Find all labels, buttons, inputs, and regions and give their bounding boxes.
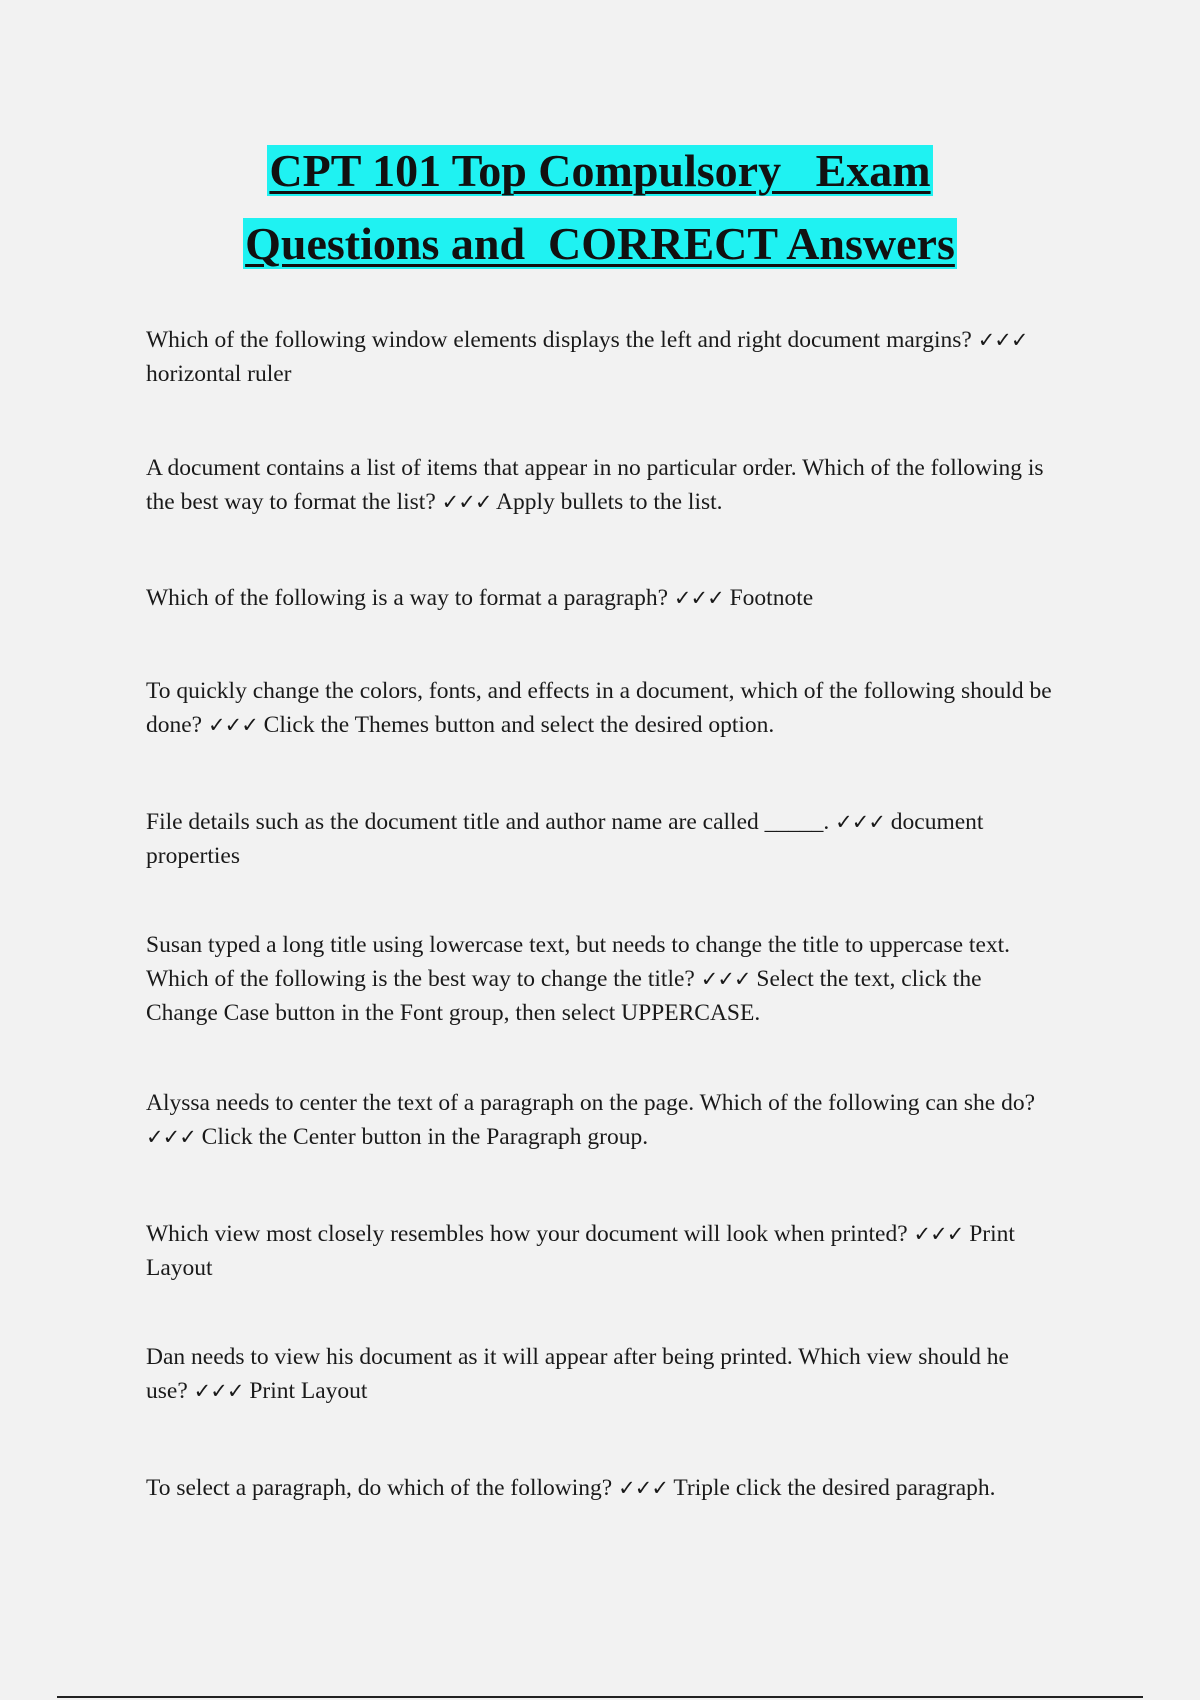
title-text-2: Questions and CORRECT Answers: [245, 218, 955, 269]
check-mark-icon: ✓✓✓: [700, 967, 751, 991]
qa-item: [146, 323, 1056, 391]
check-mark-icon: ✓✓✓: [835, 810, 885, 834]
check-mark-icon: ✓✓✓: [618, 1476, 668, 1500]
qa-item: [146, 928, 1056, 1030]
question-text: Which of the following window elements displays the left and right document margins?: [146, 327, 972, 353]
answer-text: Footnote: [729, 585, 814, 611]
check-mark-icon: ✓✓✓: [193, 1379, 244, 1403]
document-title: [0, 140, 1200, 286]
answer-text: Apply bullets to the list.: [496, 489, 723, 515]
answer-text: document properties: [146, 809, 984, 869]
check-mark-icon: ✓✓✓: [673, 586, 724, 610]
qa-item: [146, 1217, 1056, 1285]
answer-text: Print Layout: [249, 1378, 368, 1404]
question-text: To quickly change the colors, fonts, and effects in a document, which of the following should be done?: [146, 678, 1052, 738]
answer-text: Select the text, click the Change Case button in the Font group, then select UPPERCASE.: [146, 966, 982, 1026]
question-text: Dan needs to view his document as it will appear after being printed. Which view should he use?: [146, 1344, 1009, 1404]
check-mark-icon: ✓✓✓: [977, 328, 1028, 352]
bottom-divider: [57, 1696, 1143, 1698]
question-text: Susan typed a long title using lowercase text, but needs to change the title to uppercase text. Which of the following is the best way to change the title?: [146, 932, 1011, 992]
answer-text: Click the Themes button and select the desired option.: [263, 712, 775, 738]
title-line-1: [0, 140, 1200, 213]
question-text: Alyssa needs to center the text of a paragraph on the page. Which of the following can she do?: [146, 1090, 1035, 1116]
title-text-1: CPT 101 Top Compulsory Exam: [269, 145, 931, 196]
question-text: Which view most closely resembles how your document will look when printed?: [146, 1221, 908, 1247]
answer-text: Click the Center button in the Paragraph group.: [201, 1124, 649, 1150]
answer-text: horizontal ruler: [146, 361, 292, 387]
answer-text: Triple click the desired paragraph.: [673, 1475, 996, 1501]
question-text: A document contains a list of items that appear in no particular order. Which of the following is the best way to format the list?: [146, 455, 1044, 515]
qa-item: [146, 1471, 1056, 1505]
answer-text: Print Layout: [146, 1221, 1015, 1281]
question-text: To select a paragraph, do which of the following?: [146, 1475, 613, 1501]
qa-item: [146, 1086, 1056, 1154]
check-mark-icon: ✓✓✓: [441, 490, 492, 514]
check-mark-icon: ✓✓✓: [913, 1222, 964, 1246]
check-mark-icon: ✓✓✓: [208, 713, 258, 737]
qa-item: [146, 451, 1056, 519]
qa-item: [146, 674, 1056, 742]
question-text: File details such as the document title and author name are called _____.: [146, 809, 830, 835]
check-mark-icon: ✓✓✓: [146, 1125, 196, 1149]
question-text: Which of the following is a way to format a paragraph?: [146, 585, 669, 611]
qa-item: [146, 1340, 1056, 1408]
qa-item: [146, 805, 1056, 873]
qa-item: [146, 581, 1056, 615]
title-line-2: [0, 213, 1200, 286]
